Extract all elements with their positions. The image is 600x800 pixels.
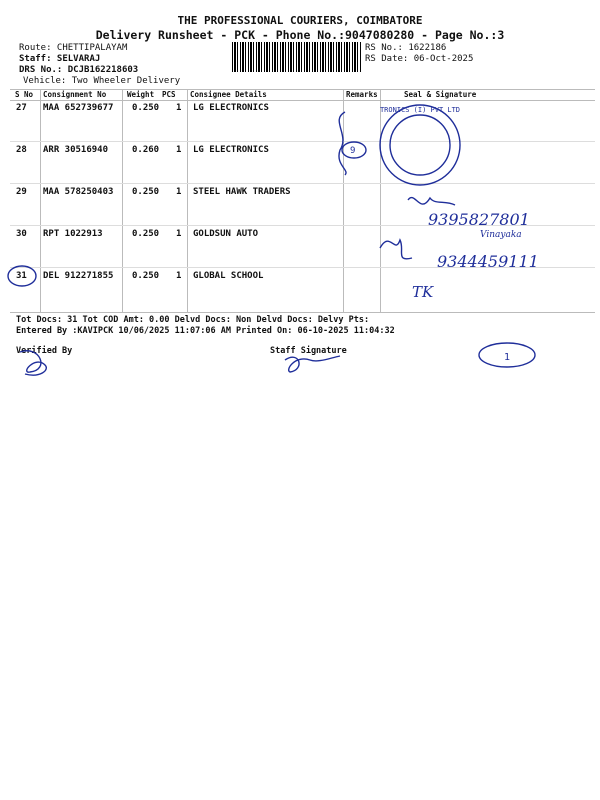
rs-date: RS Date: 06-Oct-2025 [365,54,474,64]
consignee-cell: LG ELECTRONICS [193,145,269,155]
weight-cell: 0.260 [132,145,160,155]
column-header: Seal & Signature [404,90,477,99]
column-header: Consignee Details [190,90,267,99]
handwritten-phone-1: 9395827801 [428,210,530,229]
seal-text: TRONICS (I) PVT LTD [379,106,461,114]
consignment-no-cell: ARR 30516940 [43,145,109,155]
pcs-cell: 1 [176,103,182,113]
pcs-cell: 1 [176,145,182,155]
sno-cell: 28 [16,145,27,155]
pcs-cell: 1 [176,229,182,239]
pcs-cell: 1 [176,271,182,281]
drs-number: DRS No.: DCJB162218603 [19,65,139,75]
vehicle: Vehicle: Two Wheeler Delivery [23,76,181,86]
company-seal [380,105,460,185]
route: Route: CHETTIPALAYAM [19,43,128,53]
consignee-cell: LG ELECTRONICS [193,103,269,113]
sno-cell: 27 [16,103,27,113]
staff-signature-label: Staff Signature [270,346,347,356]
handwritten-phone-2: 9344459111 [437,252,539,271]
weight-cell: 0.250 [132,103,160,113]
consignment-no-cell: MAA 578250403 [43,187,114,197]
sno-cell: 30 [16,229,27,239]
consignee-cell: STEEL HAWK TRADERS [193,187,291,197]
handwritten-name: Vinayaka [480,230,522,240]
column-header: S No [15,90,34,99]
weight-cell: 0.250 [132,229,160,239]
pcs-cell: 1 [176,187,182,197]
staff-signature [285,356,340,372]
consignee-cell: GOLDSUN AUTO [193,229,259,239]
column-header: Consignment No [43,90,107,99]
weight-cell: 0.250 [132,271,160,281]
sno-cell: 29 [16,187,27,197]
runsheet-subtitle: Delivery Runsheet - PCK - Phone No.:9047080280 - Page No.:3 [95,28,505,42]
consignment-no-cell: MAA 652739677 [43,103,114,113]
verified-by-label: Verified By [16,346,73,356]
consignment-no-cell: DEL 912271855 [43,271,114,281]
delivery-signature [380,240,412,259]
column-header: Remarks [346,90,378,99]
staff: Staff: SELVARAJ [19,54,101,64]
sno-cell: 31 [16,271,27,281]
remark-number: 9 [350,146,356,156]
verified-signature [20,351,46,375]
company-title: THE PROFESSIONAL COURIERS, COIMBATORE [177,14,423,27]
rs-number: RS No.: 1622186 [365,43,447,53]
handwritten-initials: TK [412,283,434,301]
column-header: PCS [162,90,176,99]
summary-line: Tot Docs: 31 Tot COD Amt: 0.00 Delvd Docs: Non Delvd Docs: Delvy Pts: [16,315,370,325]
consignee-cell: GLOBAL SCHOOL [193,271,264,281]
consignment-no-cell: RPT 1022913 [43,229,103,239]
circled-number: 1 [504,352,511,363]
sno-circle [8,266,36,286]
column-header: Weight [127,90,155,99]
weight-cell: 0.250 [132,187,160,197]
entered-printed-line: Entered By :KAVIPCK 10/06/2025 11:07:06 AM Printed On: 06-10-2025 11:04:32 [16,326,395,336]
